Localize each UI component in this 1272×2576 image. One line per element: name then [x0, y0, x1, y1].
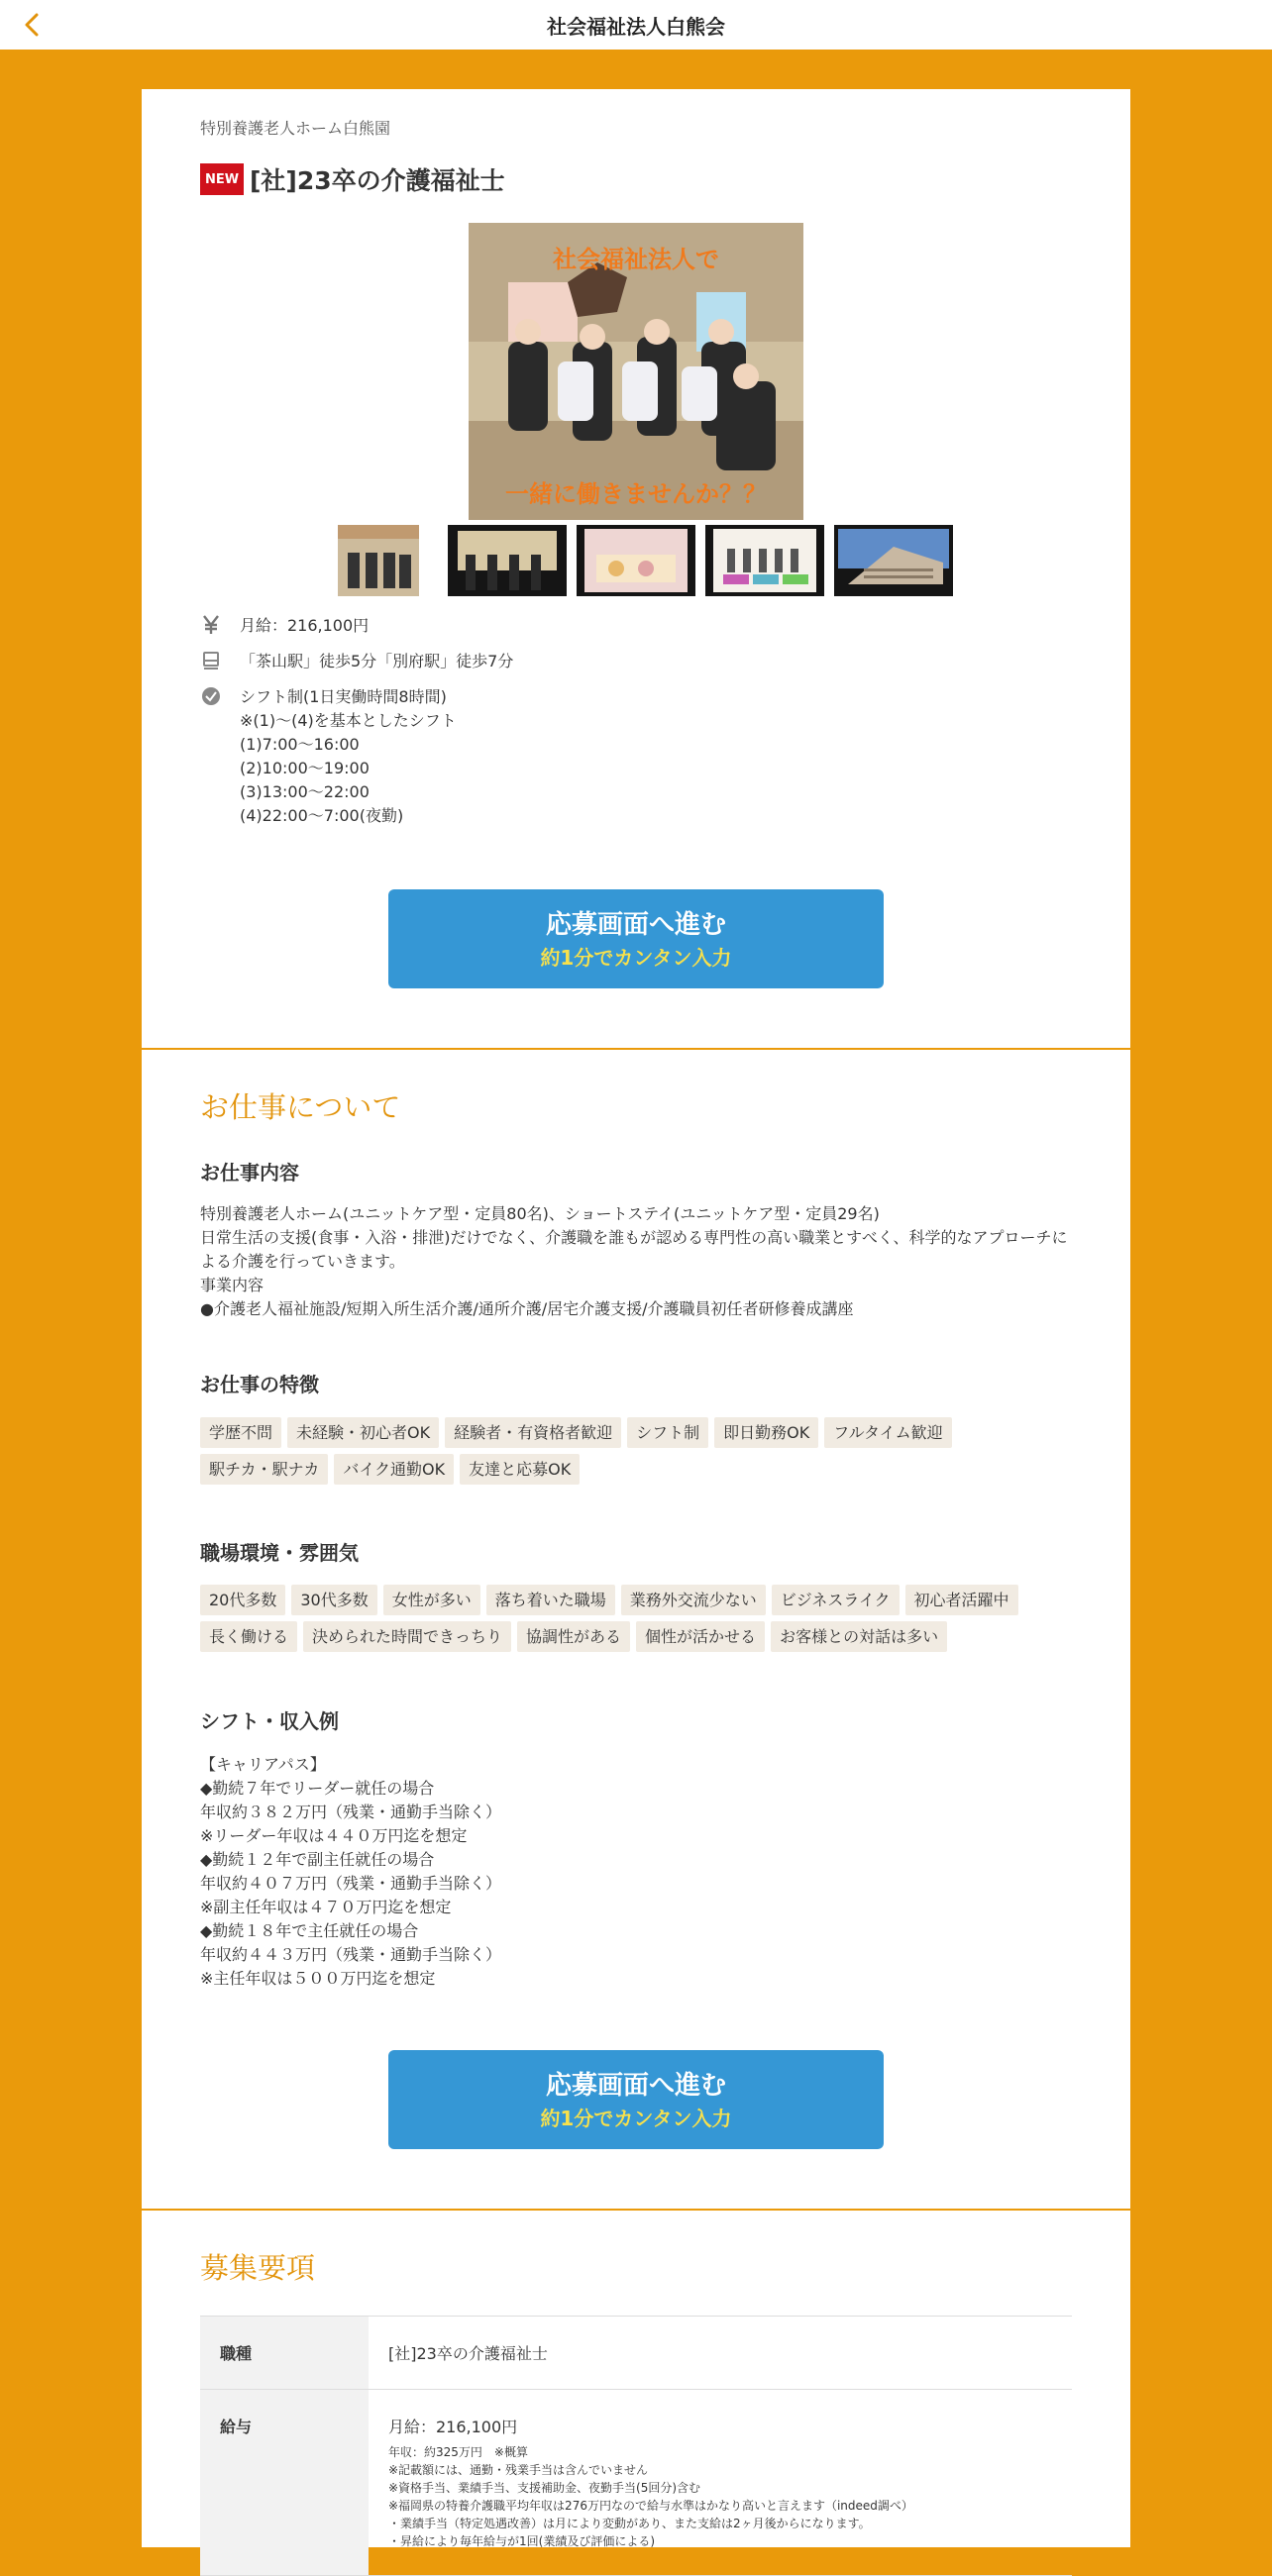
feature-tag: 未経験・初心者OK [287, 1417, 439, 1448]
income-line: 年収約４４３万円（残業・通勤手当除く） [200, 1945, 502, 1964]
feature-tag: 学歴不問 [200, 1417, 281, 1448]
apply-button-sublabel: 約1分でカンタン入力 [540, 2107, 732, 2130]
photo-caption-top: 社会福祉法人で [553, 246, 719, 273]
apply-button-sublabel: 約1分でカンタン入力 [540, 946, 732, 970]
environment-tag: 20代多数 [200, 1585, 285, 1615]
new-badge: NEW [200, 163, 244, 195]
job-title-row [200, 161, 505, 197]
income-line: ◆勤続１８年で主任就任の場合 [200, 1921, 419, 1940]
environment-heading: 職場環境・雰囲気 [200, 1541, 359, 1565]
row-label: 職種 [200, 2317, 369, 2389]
shift-info [200, 685, 457, 828]
requirements-table [200, 2316, 1072, 2576]
environment-tag: 長く働ける [200, 1621, 297, 1652]
row-value: [社]23卒の介護福祉士 [388, 2344, 548, 2363]
feature-tag: バイク通勤OK [334, 1454, 454, 1485]
features-heading: お仕事の特徴 [200, 1373, 319, 1396]
income-line: 年収約３８２万円（残業・通勤手当除く） [200, 1803, 502, 1821]
environment-tag: 業務外交流少ない [621, 1585, 766, 1615]
environment-tag: 初心者活躍中 [905, 1585, 1018, 1615]
feature-tag: 友達と応募OK [460, 1454, 580, 1485]
environment-tags [200, 1585, 1072, 1658]
salary-note: ・昇給により毎年給与が1回(業績及び評価による) [388, 2534, 655, 2548]
content-text [200, 1202, 1072, 1321]
job-title: [社]23卒の介護福祉士 [250, 166, 505, 195]
salary-note: 年収：約325万円 ※概算 [388, 2445, 528, 2459]
photo-thumbnails [142, 525, 1130, 598]
photo-caption-bottom: 一緒に働きませんか？？ [505, 480, 767, 508]
income-line: 【キャリアパス】 [200, 1755, 326, 1774]
content-line: ●介護老人福祉施設/短期入所生活介護/通所介護/居宅介護支援/介護職員初任者研修養成講座 [200, 1299, 854, 1318]
salary-note: ・業績手当（特定処遇改善）は月により変動があり、また支給は2ヶ月後からになります。 [388, 2517, 871, 2530]
facility-name: 特別養護老人ホーム白熊園 [200, 119, 391, 138]
table-row [200, 2390, 1072, 2576]
train-icon [200, 650, 222, 671]
apply-button[interactable] [388, 889, 884, 988]
income-line: ※リーダー年収は４４０万円迄を想定 [200, 1826, 468, 1845]
shift-line: (3)13:00～22:00 [240, 782, 370, 801]
environment-tag: お客様との対話は多い [771, 1621, 947, 1652]
shift-line: (1)7:00～16:00 [240, 735, 360, 754]
row-label: 給与 [200, 2390, 369, 2575]
income-line: ※主任年収は５００万円迄を想定 [200, 1969, 436, 1988]
income-text [200, 1753, 1072, 1991]
income-line: ◆勤続１２年で副主任就任の場合 [200, 1850, 435, 1869]
yen-icon [200, 614, 222, 636]
content-line: よる介護を行っていきます。 [200, 1252, 405, 1271]
feature-tag: 経験者・有資格者歓迎 [445, 1417, 621, 1448]
feature-tag: シフト制 [627, 1417, 708, 1448]
feature-tag: 即日勤務OK [714, 1417, 818, 1448]
table-row [200, 2317, 1072, 2390]
access-text: 「茶山駅」徒歩5分「別府駅」徒歩7分 [240, 652, 514, 670]
thumbnail-2[interactable] [448, 525, 567, 596]
apply-button-label: 応募画面へ進む [545, 910, 726, 940]
content-line: 特別養護老人ホーム(ユニットケア型・定員80名)、ショートステイ(ユニットケア型・定員29名) [200, 1204, 880, 1223]
salary-note: ※記載額には、通勤・残業手当は含んでいません [388, 2463, 649, 2477]
top-bar [0, 0, 1272, 50]
apply-button-label: 応募画面へ進む [545, 2071, 726, 2101]
content-line: 事業内容 [200, 1276, 265, 1294]
requirements-section-title: 募集要項 [200, 2251, 316, 2285]
environment-tag: 落ち着いた職場 [486, 1585, 615, 1615]
thumbnail-5[interactable] [834, 525, 953, 596]
requirements-card [142, 2211, 1130, 2547]
shift-line: (4)22:00～7:00(夜勤) [240, 806, 404, 825]
clock-check-icon [200, 685, 222, 707]
income-heading: シフト・収入例 [200, 1709, 339, 1733]
salary-info [200, 614, 369, 638]
access-info [200, 650, 513, 673]
features-tags [200, 1417, 1072, 1491]
shift-line: シフト制(1日実働時間8時間) [240, 687, 447, 706]
salary-note: ※資格手当、業績手当、支援補助金、夜勤手当(5回分)含む [388, 2481, 701, 2495]
environment-tag: 決められた時間できっちり [303, 1621, 511, 1652]
about-section-title: お仕事について [200, 1090, 401, 1124]
environment-tag: 協調性がある [517, 1621, 630, 1652]
back-button[interactable] [14, 7, 50, 43]
thumbnail-4[interactable] [705, 525, 824, 596]
content-line: 日常生活の支援(食事・入浴・排泄)だけでなく、介護職を誰もが認める専門性の高い職業とすべく、科学的なアプローチに [200, 1228, 1068, 1247]
salary-notes [388, 2443, 1052, 2550]
row-value: 月給：216,100円 [388, 2418, 518, 2436]
environment-tag: ビジネスライク [772, 1585, 900, 1615]
salary-cell [369, 2390, 1072, 2575]
thumbnail-3[interactable] [577, 525, 695, 596]
main-photo[interactable] [469, 223, 803, 520]
shift-line: (2)10:00～19:00 [240, 759, 370, 777]
content-heading: お仕事内容 [200, 1161, 299, 1185]
chevron-left-icon [22, 12, 42, 38]
apply-button-bottom[interactable] [388, 2050, 884, 2149]
about-job-card [142, 1050, 1130, 2209]
thumbnail-1[interactable] [338, 525, 419, 596]
job-summary-card [142, 89, 1130, 1048]
feature-tag: 駅チカ・駅ナカ [200, 1454, 328, 1485]
income-line: 年収約４０７万円（残業・通勤手当除く） [200, 1874, 502, 1893]
environment-tag: 30代多数 [291, 1585, 376, 1615]
shift-line: ※(1)～(4)を基本としたシフト [240, 711, 457, 730]
salary-note: ※福岡県の特養介護職平均年収は276万円なので給与水準はかなり高いと言えます（indeed調べ） [388, 2499, 913, 2513]
header-title: 社会福祉法人白熊会 [547, 14, 725, 39]
environment-tag: 個性が活かせる [636, 1621, 765, 1652]
income-line: ◆勤続７年でリーダー就任の場合 [200, 1779, 435, 1798]
staff-photo-image [469, 223, 803, 520]
environment-tag: 女性が多い [383, 1585, 480, 1615]
income-line: ※副主任年収は４７０万円迄を想定 [200, 1898, 452, 1916]
salary-text: 月給：216,100円 [240, 616, 370, 635]
feature-tag: フルタイム歓迎 [824, 1417, 951, 1448]
